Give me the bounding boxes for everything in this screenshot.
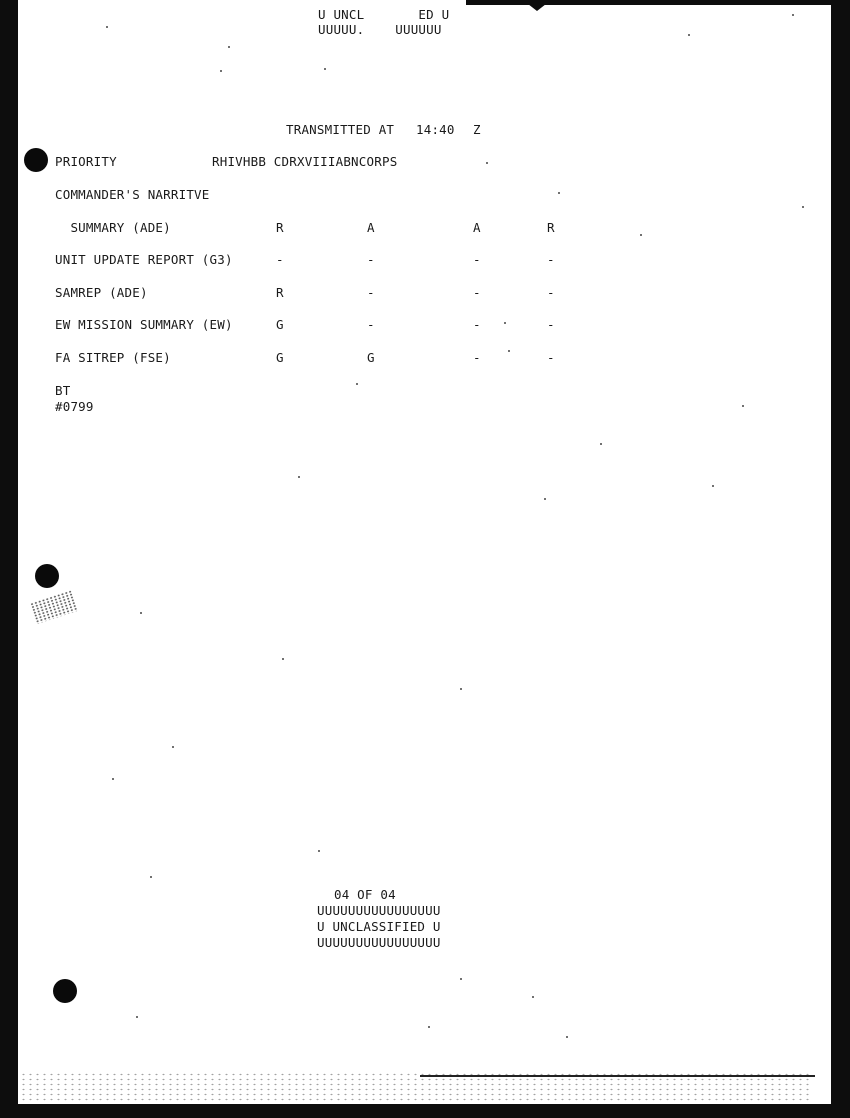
transmitted-label: TRANSMITTED AT bbox=[286, 122, 395, 137]
punch-hole-bottom bbox=[53, 979, 77, 1003]
row-status-4: - bbox=[547, 350, 555, 365]
row-status-1: R bbox=[276, 220, 284, 235]
speck bbox=[172, 746, 174, 748]
speck bbox=[428, 1026, 430, 1028]
scan-edge-right bbox=[831, 0, 850, 1118]
speck bbox=[802, 206, 804, 208]
row-status-2: - bbox=[367, 317, 375, 332]
speck bbox=[112, 778, 114, 780]
row-status-1: G bbox=[276, 350, 284, 365]
speck bbox=[150, 876, 152, 878]
scan-notch bbox=[528, 4, 546, 11]
scan-rule bbox=[420, 1075, 815, 1077]
row-status-3: - bbox=[473, 350, 481, 365]
speck bbox=[106, 26, 108, 28]
row-label: SAMREP (ADE) bbox=[55, 285, 148, 300]
scan-edge-left bbox=[0, 0, 18, 1118]
classification-bottom-line-2: U UNCLASSIFIED U bbox=[317, 919, 441, 934]
speck bbox=[508, 350, 510, 352]
speck bbox=[460, 688, 462, 690]
transmitted-zone: Z bbox=[473, 122, 481, 137]
speck bbox=[688, 34, 690, 36]
row-status-3: - bbox=[473, 285, 481, 300]
speck bbox=[600, 443, 602, 445]
row-status-4: - bbox=[547, 317, 555, 332]
speck bbox=[532, 996, 534, 998]
speck bbox=[282, 658, 284, 660]
punch-hole-middle bbox=[35, 564, 59, 588]
speck bbox=[228, 46, 230, 48]
classification-top-line-1: U UNCL ED U bbox=[318, 7, 450, 22]
row-status-2: - bbox=[367, 252, 375, 267]
transmitted-time: 14:40 bbox=[416, 122, 455, 137]
row-status-1: G bbox=[276, 317, 284, 332]
speck bbox=[136, 1016, 138, 1018]
row-status-1: R bbox=[276, 285, 284, 300]
scan-smudge bbox=[30, 590, 79, 625]
row-status-1: - bbox=[276, 252, 284, 267]
speck bbox=[486, 162, 488, 164]
speck bbox=[566, 1036, 568, 1038]
row-status-4: - bbox=[547, 252, 555, 267]
speck bbox=[460, 978, 462, 980]
row-label: FA SITREP (FSE) bbox=[55, 350, 171, 365]
speck bbox=[712, 485, 714, 487]
speck bbox=[324, 68, 326, 70]
row-status-3: - bbox=[473, 252, 481, 267]
classification-bottom-line-1: UUUUUUUUUUUUUUUU bbox=[317, 903, 441, 918]
scan-edge-bottom bbox=[0, 1104, 850, 1118]
scan-edge-top bbox=[466, 0, 850, 5]
speck bbox=[792, 14, 794, 16]
row-label: EW MISSION SUMMARY (EW) bbox=[55, 317, 233, 332]
speck bbox=[544, 498, 546, 500]
punch-hole-top bbox=[24, 148, 48, 172]
page-count: 04 OF 04 bbox=[334, 887, 396, 902]
row-status-3: A bbox=[473, 220, 481, 235]
message-number: #0799 bbox=[55, 399, 94, 414]
routing-address: RHIVHBB CDRXVIIIABNCORPS bbox=[212, 154, 398, 169]
speck bbox=[558, 192, 560, 194]
row-status-2: G bbox=[367, 350, 375, 365]
speck bbox=[140, 612, 142, 614]
break-marker: BT bbox=[55, 383, 71, 398]
row-status-2: - bbox=[367, 285, 375, 300]
classification-bottom-line-3: UUUUUUUUUUUUUUUU bbox=[317, 935, 441, 950]
row-status-4: - bbox=[547, 285, 555, 300]
row-status-4: R bbox=[547, 220, 555, 235]
speck bbox=[504, 322, 506, 324]
row-status-2: A bbox=[367, 220, 375, 235]
precedence: PRIORITY bbox=[55, 154, 117, 169]
speck bbox=[220, 70, 222, 72]
row-label: UNIT UPDATE REPORT (G3) bbox=[55, 252, 233, 267]
speck bbox=[742, 405, 744, 407]
speck bbox=[640, 234, 642, 236]
speck bbox=[318, 850, 320, 852]
section-heading: COMMANDER'S NARRITVE bbox=[55, 187, 210, 202]
speck bbox=[298, 476, 300, 478]
classification-top-line-2: UUUUU. UUUUUU bbox=[318, 22, 442, 37]
row-status-3: - bbox=[473, 317, 481, 332]
speck bbox=[356, 383, 358, 385]
row-label: SUMMARY (ADE) bbox=[55, 220, 171, 235]
